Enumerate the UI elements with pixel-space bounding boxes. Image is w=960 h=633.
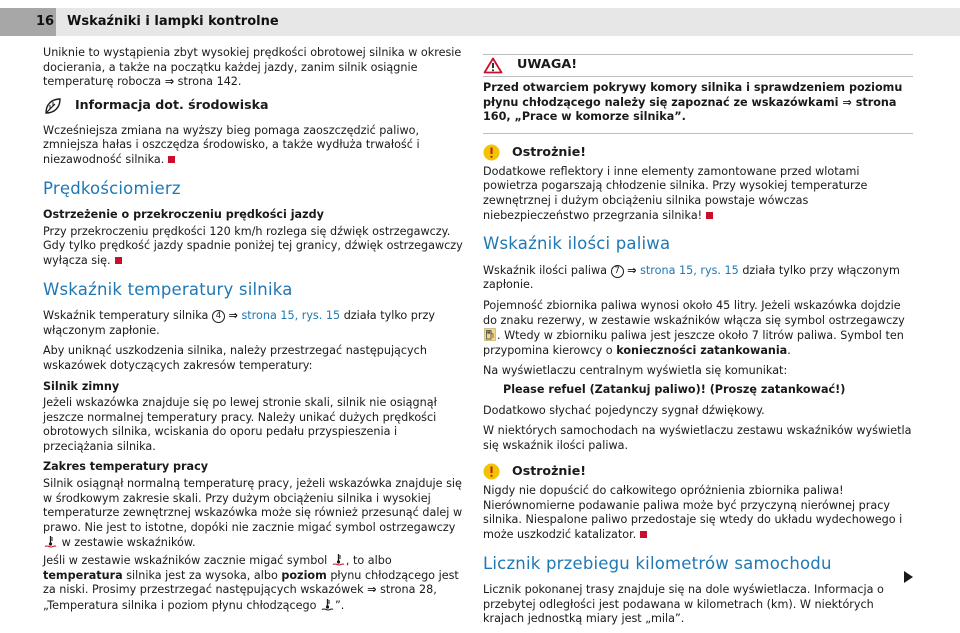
fuel-gauge-intro: Wskaźnik ilości paliwa 7 ⇒ strona 15, rys. 15 działa tylko przy włączonym zapłonie.	[483, 263, 900, 292]
intro-reference-link[interactable]: strona 142.	[177, 75, 242, 89]
caution-exclamation-icon	[483, 144, 500, 161]
fuel-gauge-heading: Wskaźnik ilości paliwa	[483, 234, 671, 254]
reference-arrow-icon: ⇒	[367, 583, 377, 597]
caution-title: Ostrożnie!	[512, 463, 586, 479]
reference-arrow-icon: ⇒	[627, 263, 637, 277]
right-column	[483, 46, 913, 633]
fuel-pump-icon	[484, 328, 496, 341]
environment-info-header	[43, 96, 463, 116]
next-page-arrow-icon[interactable]	[904, 571, 913, 583]
operating-range-text: Silnik osiągnął normalną temperaturę pracy, jeżeli wskazówka znajduje się w środkowym zakresie skali. Przy dużym obciążeniu silnika i wysokiej temperaturze zewnętrznej wskazówka może się również przesunąć dalej w prawo. Nie jest to istotne, dopóki nie zacznie migać symbol ostrzegawczy w zestawie wskaźników.	[43, 477, 463, 550]
engine-temperature-heading: Wskaźnik temperatury silnika	[43, 279, 293, 299]
intro-paragraph: Uniknie to wystąpienia zbyt wysokiej prędkości obrotowej silnika w okresie docierania, a także na początku każdej jazdy, zanim silnik osiągnie temperaturę robocza ⇒ strona 142.	[43, 46, 462, 89]
page-header	[0, 0, 960, 40]
acoustic-signal-text: Dodatkowo słychać pojedynczy sygnał dźwiękowy.	[483, 403, 765, 417]
cold-engine-text: Jeżeli wskazówka znajduje się po lewej stronie skali, silnik nie osiągnął jeszcze normalnej temperatury pracy. Należy unikać dużych prędkości obrotowych silnika, wciskania do oporu pedału przyspieszenia i przeciążania silnika.	[43, 396, 437, 453]
section-end-marker	[706, 212, 713, 219]
warning-triangle-icon	[483, 57, 503, 74]
warning-box	[483, 54, 913, 134]
reference-arrow-icon: ⇒	[228, 309, 238, 323]
callout-number: 7	[611, 265, 624, 278]
temperature-intro: Wskaźnik temperatury silnika 4 ⇒ strona 15, rys. 15 działa tylko przy włączonym zapłonie.	[43, 309, 436, 337]
reference-arrow-icon: ⇒	[842, 95, 852, 109]
cold-engine-subheading: Silnik zimny	[43, 379, 120, 393]
fuel-figure-link[interactable]: strona 15, rys. 15	[640, 263, 739, 277]
warning-symbol-text: Jeśli w zestawie wskaźników zacznie migać symbol , to albo temperatura silnika jest za wysoka, albo poziom płynu chłodzącego jest za niski. Prosimy przestrzegać następujących wskazówek ⇒ strona 28, „Temperatura silnika i poziom płynu chłodzącego ”.	[43, 554, 459, 612]
warning-title: UWAGA!	[517, 57, 578, 73]
speed-warning-subheading: Ostrzeżenie o przekroczeniu prędkości jazdy	[43, 208, 324, 222]
coolant-warning-icon	[321, 598, 334, 611]
environment-info-text: Wcześniejsza zmiana na wyższy bieg pomaga zaoszczędzić paliwo, zmniejsza hałas i oszczędza środowisko, a także wydłuża trwałość i niezawodność silnika.	[43, 123, 420, 166]
section-end-marker	[115, 257, 122, 264]
caution-exclamation-icon	[483, 463, 500, 480]
display-message-intro: Na wyświetlaczu centralnym wyświetla się komunikat:	[483, 364, 788, 378]
caution-title: Ostrożnie!	[512, 143, 586, 159]
environment-leaf-icon	[43, 96, 63, 116]
odometer-heading: Licznik przebiegu kilometrów samochodu	[483, 553, 832, 573]
environment-info-title: Informacja dot. środowiska	[75, 97, 269, 113]
warning-header	[483, 55, 913, 77]
speed-warning-text: Przy przekroczeniu prędkości 120 km/h rozlega się dźwięk ostrzegawczy. Gdy tylko prędkość jazdy spadnie poniżej tej granicy, dźwięk ostrzegawczy wyłącza się.	[43, 224, 463, 267]
odometer-text: Licznik pokonanej trasy znajduje się na dole wyświetlacza. Informacja o przebytej odległości jest podawana w kilometrach (km). W niektórych krajach jednostką miary jest „mila”.	[483, 583, 884, 626]
temperature-text: Aby uniknąć uszkodzenia silnika, należy przestrzegać następujących wskazówek dotyczących zakresów temperatury:	[43, 344, 427, 372]
caution-text: Nigdy nie dopuścić do całkowitego opróżnienia zbiornika paliwa! Nierównomierne podawanie paliwa może być przyczyną nierównej pracy silnika. Niespalone paliwo przedostaje się wtedy do układu wydechowego i może uszkodzić katalizator.	[483, 484, 903, 542]
speedometer-heading: Prędkościomierz	[43, 178, 181, 198]
section-end-marker	[168, 156, 175, 163]
caution-text: Dodatkowe reflektory i inne elementy zamontowane przed wlotami powietrza pogarszają chłodzenie silnika. Przy wysokiej temperaturze zewnętrznej i dużym obciążeniu silnika powstaje wówczas niebezpieczeństwo przegrzania silnika!	[483, 164, 868, 222]
operating-range-subheading: Zakres temperatury pracy	[43, 460, 209, 474]
coolant-warning-icon	[44, 535, 57, 548]
reference-arrow-icon: ⇒	[164, 75, 175, 89]
warning-text: Przed otwarciem pokrywy komory silnika i sprawdzeniem poziomu płynu chłodzącego należy się zapoznać ze wskazówkami ⇒ strona 160, „Prace w komorze silnika”.	[483, 81, 903, 124]
caution-header	[483, 463, 913, 480]
refuel-message: Please refuel (Zatankuj paliwo)! (Proszę zatankować!)	[503, 382, 846, 396]
coolant-warning-icon	[332, 553, 345, 566]
fuel-display-text: W niektórych samochodach na wyświetlaczu zestawu wskaźników wyświetla się wskaźnik ilości paliwa.	[483, 424, 912, 452]
temperature-figure-link[interactable]: strona 15, rys. 15	[241, 309, 341, 323]
caution-header	[483, 144, 913, 161]
chapter-title: Wskaźniki i lampki kontrolne	[67, 14, 279, 29]
left-column	[43, 46, 463, 619]
engine-compartment-link[interactable]: strona 160, „Prace w komorze silnika”.	[483, 95, 897, 124]
callout-number: 4	[212, 310, 225, 323]
section-end-marker	[640, 531, 647, 538]
fuel-capacity-text: Pojemność zbiornika paliwa wynosi około 45 litry. Jeżeli wskazówka dojdzie do znaku rezerwy, w zestawie wskaźników włącza się symbol ostrzegawczy . Wtedy w zbiorniku paliwa jest jeszcze około 7 litrów paliwa. Symbol ten przypomina kierowcy o konieczności zatankowania.	[483, 298, 905, 357]
coolant-section-link[interactable]: strona 28, „Temperatura silnika i poziom płynu chłodzącego	[43, 583, 437, 612]
page-number: 16	[36, 14, 55, 29]
